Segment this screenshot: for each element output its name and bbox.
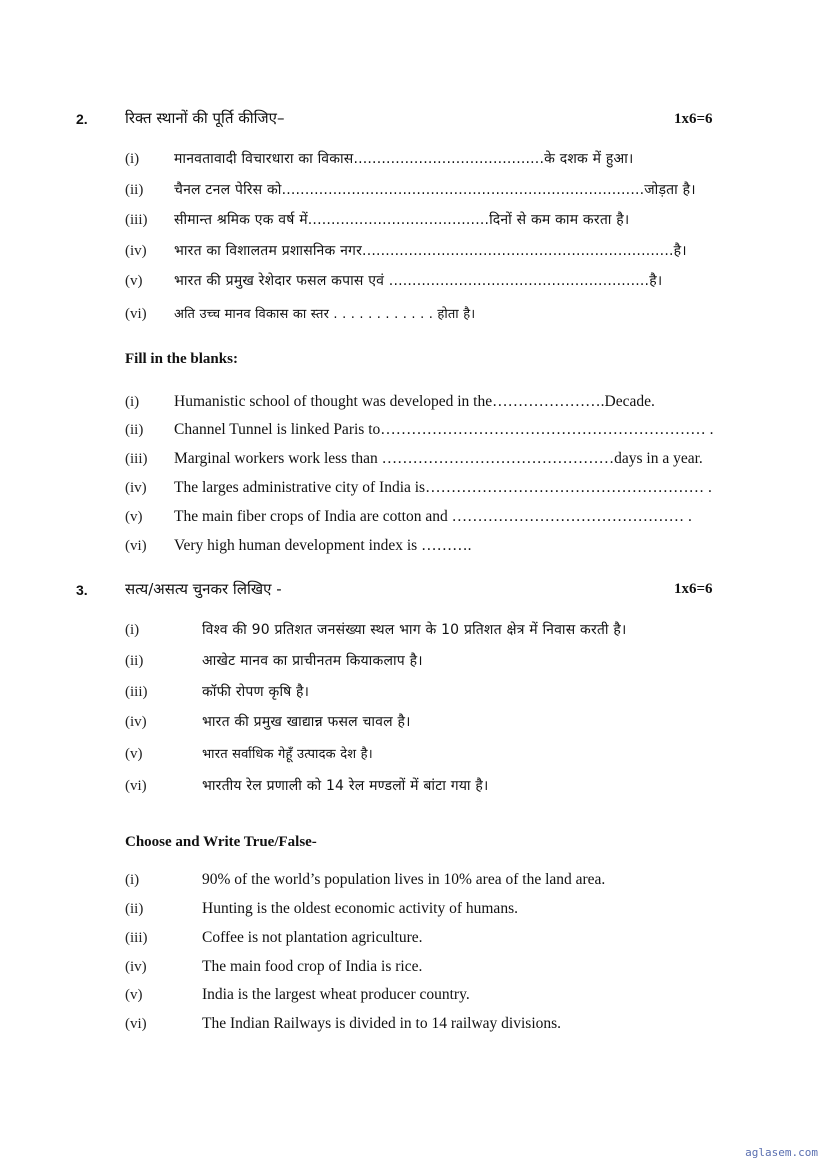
list-item-number: (iv) bbox=[125, 959, 147, 975]
q3-heading-english: Choose and Write True/False- bbox=[125, 834, 317, 850]
q3-number: 3. bbox=[76, 582, 88, 598]
list-item-number: (v) bbox=[125, 987, 143, 1003]
q2-number: 2. bbox=[76, 111, 88, 127]
list-item-number: (v) bbox=[125, 746, 143, 762]
q2-heading-english: Fill in the blanks: bbox=[125, 351, 238, 367]
list-item-text: India is the largest wheat producer country. bbox=[202, 986, 470, 1003]
list-item-text: भारत की प्रमुख खाद्यान्न फसल चावल है। bbox=[202, 714, 411, 730]
list-item-text: मानवतावादी विचारधारा का विकास.........................................के दशक में हुआ। bbox=[174, 151, 634, 167]
list-item-number: (vi) bbox=[125, 306, 147, 322]
list-item-number: (iv) bbox=[125, 480, 147, 496]
list-item-text: आखेट मानव का प्राचीनतम कियाकलाप है। bbox=[202, 653, 423, 669]
list-item-text: भारत सर्वाधिक गेहूँ उत्पादक देश है। bbox=[202, 747, 373, 762]
list-item-number: (iii) bbox=[125, 930, 148, 946]
list-item-text: The Indian Railways is divided in to 14 railway divisions. bbox=[202, 1015, 562, 1032]
q3-marks: 1x6=6 bbox=[674, 581, 713, 597]
list-item-text: विश्व की 90 प्रतिशत जनसंख्या स्थल भाग के 10 प्रतिशत क्षेत्र में निवास करती है। bbox=[202, 622, 627, 638]
list-item-number: (iv) bbox=[125, 714, 147, 730]
q2-marks: 1x6=6 bbox=[674, 111, 713, 127]
q2-heading-hindi: रिक्त स्थानों की पूर्ति कीजिए– bbox=[125, 109, 285, 127]
list-item-text: Humanistic school of thought was developed in the………………….Decade. bbox=[174, 393, 655, 410]
list-item-text: भारतीय रेल प्रणाली को 14 रेल मण्डलों में बांटा गया है। bbox=[202, 778, 489, 794]
list-item-text: 90% of the world’s population lives in 10% area of the land area. bbox=[202, 871, 606, 888]
list-item-text: भारत की प्रमुख रेशेदार फसल कपास एवं ........................................................है। bbox=[174, 273, 663, 289]
list-item-number: (iii) bbox=[125, 212, 148, 228]
watermark: aglasem.com bbox=[745, 1146, 818, 1159]
list-item-text: Hunting is the oldest economic activity of humans. bbox=[202, 900, 518, 917]
list-item-number: (i) bbox=[125, 394, 140, 410]
list-item-number: (i) bbox=[125, 151, 140, 167]
list-item-number: (ii) bbox=[125, 182, 144, 198]
list-item-number: (ii) bbox=[125, 901, 144, 917]
list-item-text: Coffee is not plantation agriculture. bbox=[202, 929, 423, 946]
list-item-number: (vi) bbox=[125, 1016, 147, 1032]
list-item-text: Channel Tunnel is linked Paris to……………………………………………………… . bbox=[174, 421, 714, 438]
list-item-number: (i) bbox=[125, 872, 140, 888]
list-item-text: चैनल टनल पेरिस को..............................................................................जोड़ता है। bbox=[174, 182, 696, 198]
list-item-number: (v) bbox=[125, 509, 143, 525]
list-item-text: The larges administrative city of India is……………………………………………… . bbox=[174, 479, 712, 496]
list-item-number: (v) bbox=[125, 273, 143, 289]
list-item-text: The main fiber crops of India are cotton and ……………………………………… . bbox=[174, 508, 692, 525]
list-item-number: (iii) bbox=[125, 684, 148, 700]
list-item-number: (ii) bbox=[125, 422, 144, 438]
list-item-text: कॉफी रोपण कृषि है। bbox=[202, 684, 310, 700]
list-item-number: (i) bbox=[125, 622, 140, 638]
list-item-number: (vi) bbox=[125, 778, 147, 794]
list-item-text: सीमान्त श्रमिक एक वर्ष में.......................................दिनों से कम काम करता है। bbox=[174, 212, 630, 228]
list-item-text: अति उच्च मानव विकास का स्तर . . . . . . . . . . . . होता है। bbox=[174, 307, 476, 322]
q3-heading-hindi: सत्य/असत्य चुनकर लिखिए - bbox=[125, 580, 282, 598]
list-item-text: भारत का विशालतम प्रशासनिक नगर...................................................................है। bbox=[174, 243, 687, 259]
list-item-text: The main food crop of India is rice. bbox=[202, 958, 423, 975]
list-item-number: (iii) bbox=[125, 451, 148, 467]
list-item-number: (vi) bbox=[125, 538, 147, 554]
list-item-number: (ii) bbox=[125, 653, 144, 669]
list-item-number: (iv) bbox=[125, 243, 147, 259]
list-item-text: Very high human development index is ………. bbox=[174, 537, 472, 554]
list-item-text: Marginal workers work less than ………………………………………days in a year. bbox=[174, 450, 703, 467]
